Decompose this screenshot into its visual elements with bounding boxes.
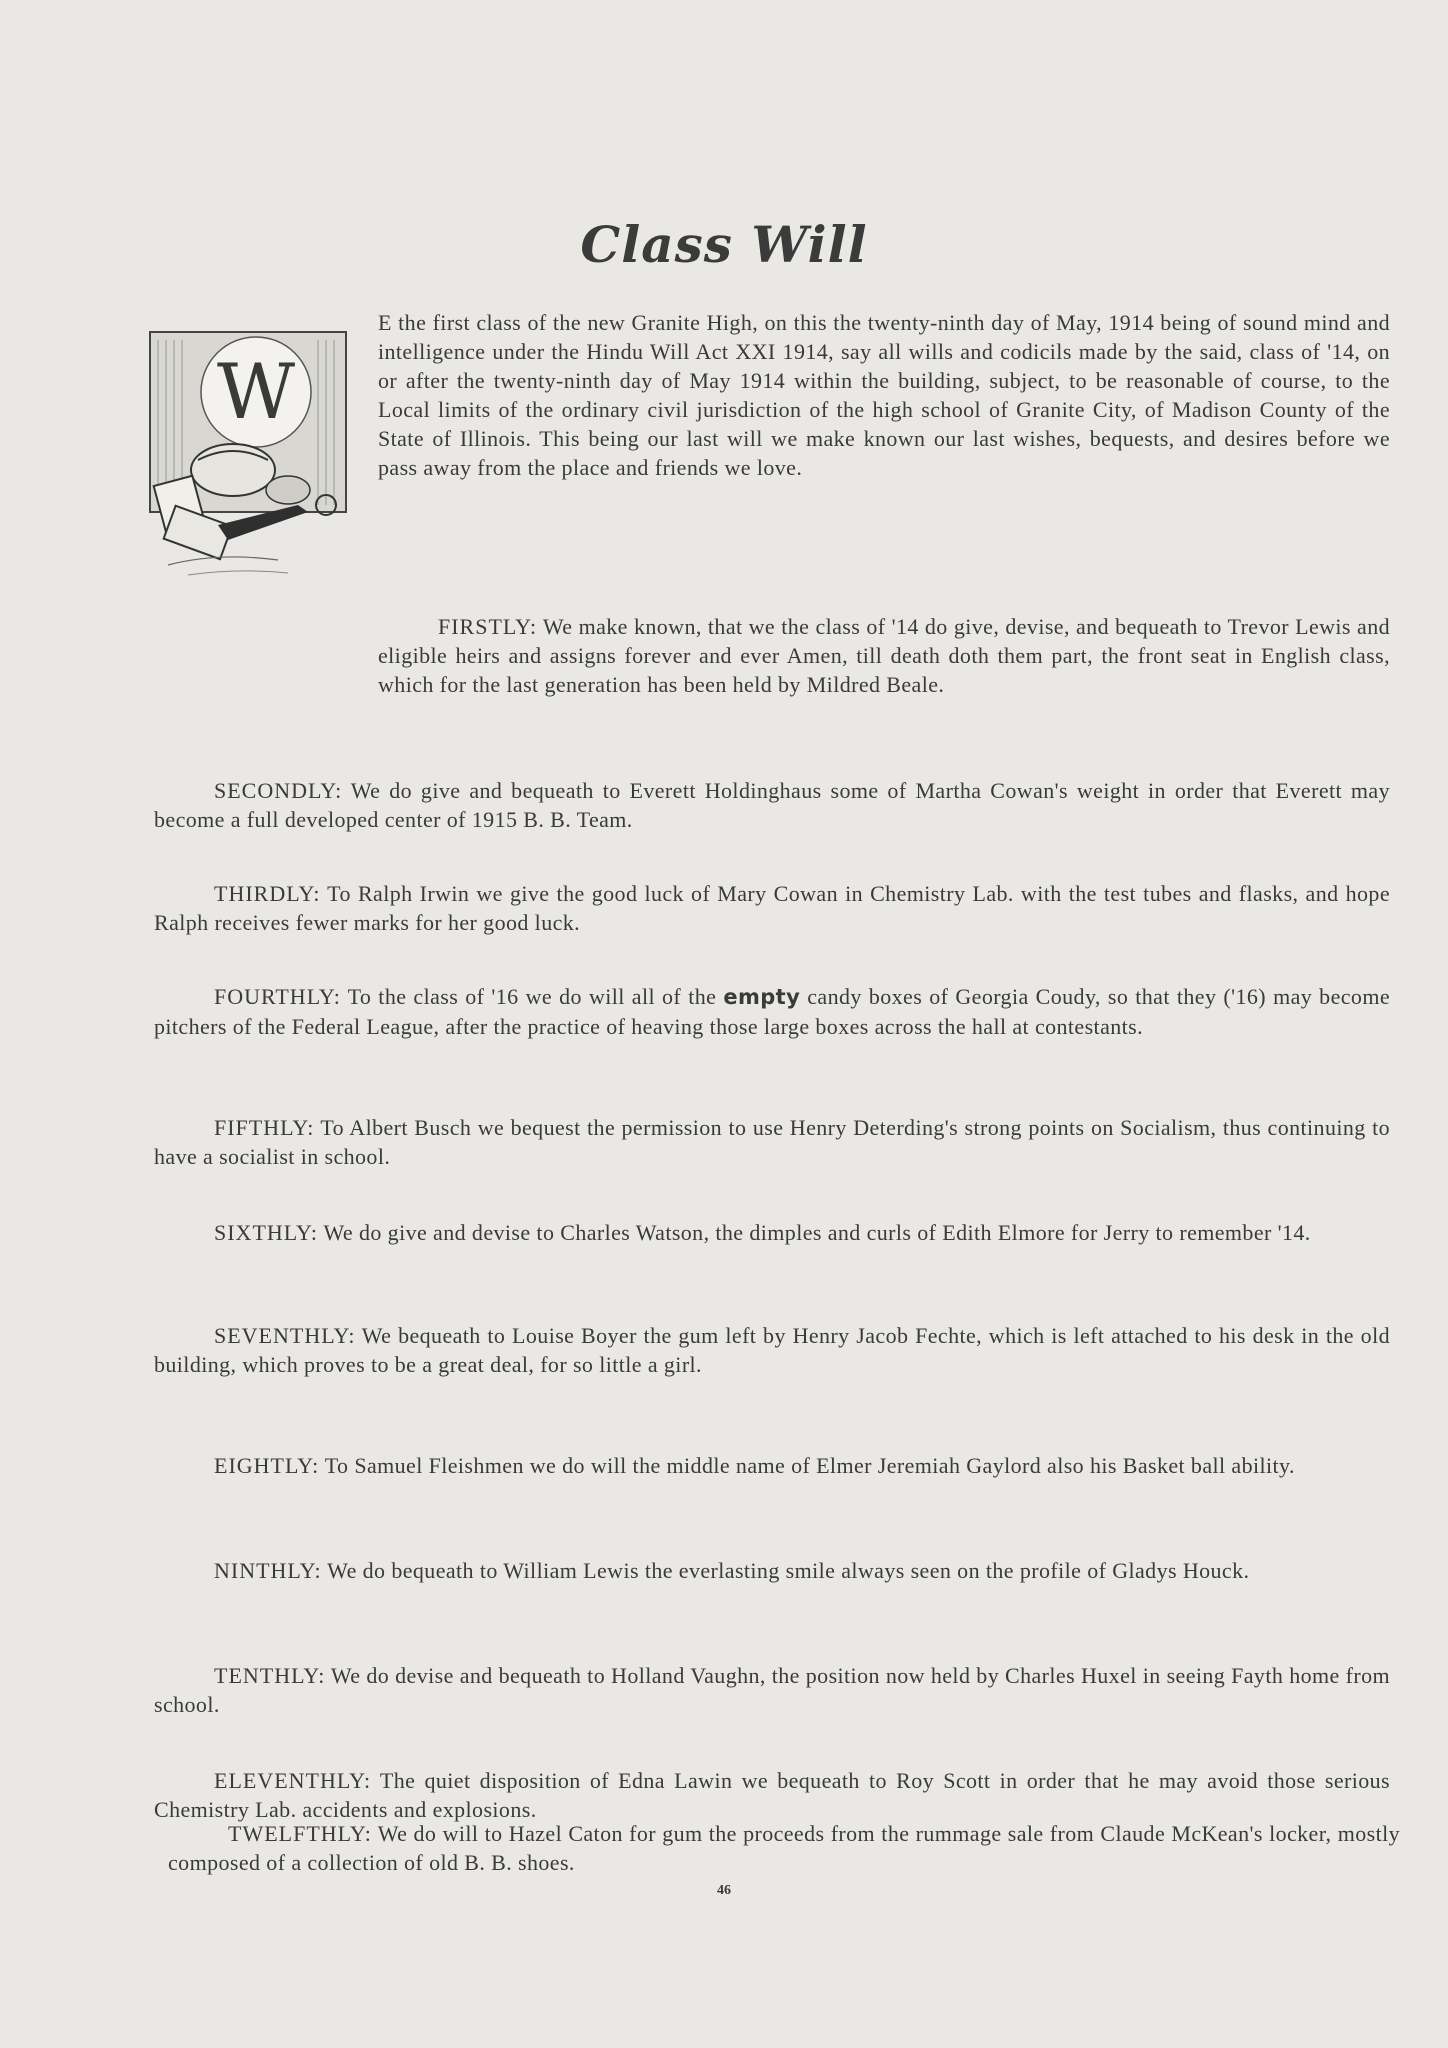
bequest-4: [154, 982, 1390, 1041]
bequest-text: We do devise and bequeath to Holland Vaughn, the position now held by Charles Huxel in seeing Fayth home from school.: [154, 1663, 1390, 1717]
bequest-1: [378, 612, 1390, 699]
bequest-heading: FOURTHLY:: [214, 984, 341, 1009]
bequest-7: [154, 1321, 1390, 1379]
dropcap-letter: W: [216, 347, 296, 436]
bequest-2: [154, 776, 1390, 834]
bequest-heading: ELEVENTHLY:: [214, 1768, 372, 1793]
bequest-heading: SEVENTHLY:: [214, 1323, 356, 1348]
bequest-text: The quiet disposition of Edna Lawin we bequeath to Roy Scott in order that he may avoid those serious Chemistry Lab. accidents and explosions.: [154, 1768, 1390, 1822]
bequest-6: [154, 1218, 1390, 1247]
bequest-heading: EIGHTLY:: [214, 1453, 320, 1478]
bequest-5: [154, 1113, 1390, 1171]
bequest-text: We make known, that we the class of '14 do give, devise, and bequeath to Trevor Lewis and eligible heirs and assigns forever and ever Amen, till death doth them part, the front seat in English class, which for the last generation has been held by Mildred Beale.: [378, 614, 1390, 697]
bequest-text: We do give and devise to Charles Watson, the dimples and curls of Edith Elmore for Jerry to remember '14.: [323, 1220, 1311, 1245]
dropcap-illustration: [148, 330, 348, 580]
bequest-heading: THIRDLY:: [214, 881, 321, 906]
bequest-heading: TENTHLY:: [214, 1663, 326, 1688]
bequest-8: [154, 1451, 1390, 1480]
bequest-11: [154, 1766, 1390, 1824]
bequest-text: To Samuel Fleishmen we do will the middle name of Elmer Jeremiah Gaylord also his Basket ball ability.: [324, 1453, 1295, 1478]
bequest-9: [154, 1556, 1390, 1585]
bequest-3: [154, 879, 1390, 937]
bequest-10: [154, 1661, 1390, 1719]
bequest-heading: SIXTHLY:: [214, 1220, 318, 1245]
bequest-heading: SECONDLY:: [214, 778, 343, 803]
bequest-heading: FIFTHLY:: [214, 1115, 315, 1140]
bequest-heading: NINTHLY:: [214, 1558, 322, 1583]
page-number: 46: [717, 1883, 731, 1898]
bequest-text: We bequeath to Louise Boyer the gum left by Henry Jacob Fechte, which is left attached to his desk in the old building, which proves to be a great deal, for so little a girl.: [154, 1323, 1390, 1377]
bequest-text: We do will to Hazel Caton for gum the proceeds from the rummage sale from Claude McKean's locker, mostly composed of a collection of old B. B. shoes.: [168, 1821, 1400, 1875]
bequest-text-after: candy boxes of Georgia Coudy, so that they ('16) may become pitchers of the Federal League, after the practice of heaving those large boxes across the hall at contestants.: [154, 984, 1390, 1039]
bequest-text: To Ralph Irwin we give the good luck of Mary Cowan in Chemistry Lab. with the test tubes and flasks, and hope Ralph receives fewer marks for her good luck.: [154, 881, 1390, 935]
bequest-text: We do bequeath to William Lewis the everlasting smile always seen on the profile of Gladys Houck.: [327, 1558, 1250, 1583]
bequest-text: To Albert Busch we bequest the permission to use Henry Deterding's strong points on Socialism, thus continuing to have a socialist in school.: [154, 1115, 1390, 1169]
bequest-heading: FIRSTLY:: [438, 614, 538, 639]
bequest-12: [168, 1819, 1400, 1877]
bequest-text: We do give and bequeath to Everett Holdinghaus some of Martha Cowan's weight in order that Everett may become a full developed center of 1915 B. B. Team.: [154, 778, 1390, 832]
bequest-emphasis: empty: [723, 985, 801, 1009]
page-title: Class Will: [580, 215, 868, 274]
bequest-heading: TWELFTHLY:: [228, 1821, 372, 1846]
intro-paragraph: E the first class of the new Granite High, on this the twenty-ninth day of May, 1914 being of sound mind and intelligence under the Hindu Will Act XXI 1914, say all wills and codicils made by the said, class of '14, on or after the twenty-ninth day of May 1914 within the building, subject, to be reasonable of course, to the Local limits of the ordinary civil jurisdiction of the high school of Granite City, of Madison County of the State of Illinois. This being our last will we make known our last wishes, bequests, and desires before we pass away from the place and friends we love.: [378, 310, 1390, 480]
bequest-text-before: To the class of '16 we do will all of the: [347, 984, 717, 1009]
